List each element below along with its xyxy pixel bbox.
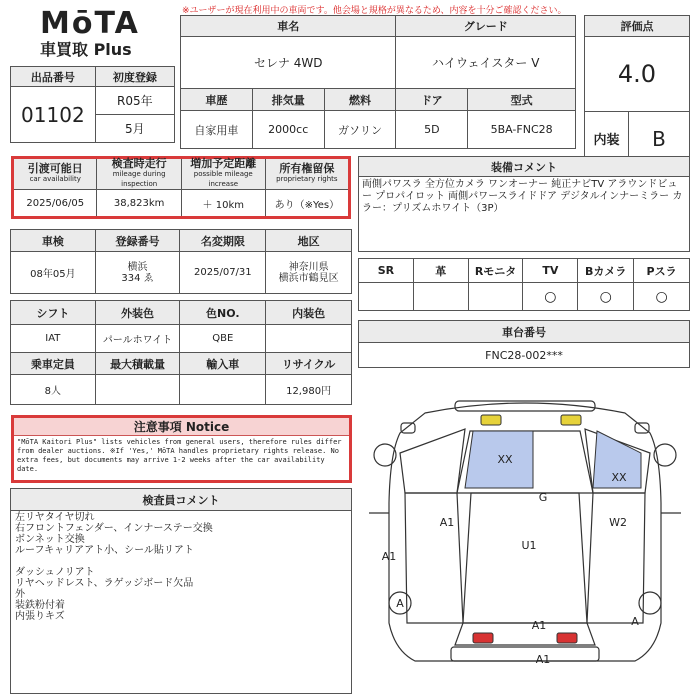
exterior-color-header: 外装色 [95,301,180,325]
import-header: 輸入車 [180,353,266,375]
misc-table [10,300,352,405]
top-notice: ※ユーザーが現在利用中の車両です。他会場と規格が異なるため、内容を十分ご確認ください。 [182,6,567,16]
label-left-front-door: A1 [439,516,455,529]
listing-number-header: 出品番号 [11,67,96,87]
district-header: 地区 [266,230,352,252]
inspection-date: 08年05月 [11,252,96,294]
lamp-rear-right [557,633,577,643]
spec-header-history: 車歴 [181,89,253,111]
spec-fuel: ガソリン [324,111,396,149]
capacity: 8人 [11,375,96,405]
car-name-header: 車名 [181,16,396,37]
feature-leather: 革 [413,259,468,283]
chassis-title: 車台番号 [359,321,689,343]
specs-table [180,88,576,149]
inspector-line: ダッシュノリアト [15,567,95,578]
equipment-box [358,156,690,252]
inspector-line: 外 [15,589,25,600]
left-side-panel [405,493,463,623]
spec-doors: 5D [396,111,468,149]
proprietary-rights: あり（※Yes） [265,190,349,218]
availability-header-date: 引渡可能日 car availability [13,158,97,190]
listing-number: 01102 [11,87,96,143]
spec-header-doors: ドア [396,89,468,111]
plate-number: 横浜 334 ゑ [95,252,180,294]
recycle-fee: 12,980円 [266,375,352,405]
availability-table [11,156,351,219]
label-tire-left: A [396,597,404,610]
max-load-header: 最大積載量 [95,353,180,375]
feature-rmonitor: Rモニタ [468,259,523,283]
capacity-header: 乗車定員 [11,353,96,375]
label-tire-right: A [631,615,639,628]
name-change-deadline: 2025/07/31 [180,252,266,294]
inspector-lines [11,511,351,623]
listing-table [10,66,175,143]
lamp-front-left [481,415,501,425]
spec-model: 5BA-FNC28 [468,111,576,149]
registration-year: R05年 [95,87,174,115]
inspector-line: リヤヘッドレスト、ラゲッジボード欠品 [15,578,194,589]
chassis-box [358,320,690,368]
shift: IAT [11,325,96,353]
spec-displacement: 2000cc [252,111,324,149]
inspection-header: 車検 [11,230,96,252]
color-no-header: 色NO. [180,301,266,325]
registration-table [10,229,352,294]
equipment-text: 両側パワスラ 全方位カメラ ワンオーナー 純正ナビTV アラウンドビュー プロパイロット 両側パワースライドドア デジタルインナーミラー カラー：プリズムホワイト（3P） [362,179,683,214]
rear-bumper [451,647,599,661]
logo-subtitle: 車買取 Plus [40,40,132,59]
caution-text: "MōTA Kaitori Plus" lists vehicles from general users, therefore rules differ from dealer auctions. ※If 'Yes,' MōTA handles proprietary rights release. No extra fees, but documents may arrive 1-2 weeks after the car availability date. [17,438,342,473]
inspector-line: 内張りキズ [15,611,65,622]
feature-tv-value: ○ [523,283,578,311]
label-rear-bumper: A1 [535,653,551,666]
import [180,375,266,405]
grade: ハイウェイスター V [396,37,576,89]
roof-outline [463,493,587,623]
car-name: セレナ 4WD [181,37,396,89]
interior-header: 内装 [585,112,629,165]
name-change-header: 名変期限 [180,230,266,252]
label-roof-right: XX [611,471,627,484]
score-header: 評価点 [585,16,690,37]
feature-tv: TV [523,259,578,283]
inspector-line [15,556,347,567]
feature-rmonitor-value [468,283,523,311]
score-value: 4.0 [585,37,690,112]
vehicle-table [180,15,576,89]
shift-header: シフト [11,301,96,325]
lamp-rear-left [473,633,493,643]
logo-mota: MōTA [40,6,140,41]
inspector-line: ルーフキャリアアト小、シール貼リアト [15,545,194,556]
wheel-rear-right [639,592,661,614]
equipment-title: 装備コメント [359,157,689,177]
feature-pslide-value: ○ [634,283,690,311]
interior-color-header: 内装色 [266,301,352,325]
spec-header-displacement: 排気量 [252,89,324,111]
color-no: QBE [180,325,266,353]
availability-date: 2025/06/05 [13,190,97,218]
recycle-header: リサイクル [266,353,352,375]
label-left-side: A1 [381,550,397,563]
availability-header-mileage: 検査時走行 mileage during inspection [97,158,181,190]
interior-grade: B [652,126,666,151]
district: 神奈川県 横浜市鶴見区 [266,252,352,294]
inspection-mileage: 38,823km [97,190,181,218]
inspector-line: ボンネット交換 [15,534,85,545]
inspector-line: 右フロントフェンダー、インナーステー交換 [15,523,213,534]
mileage-increase: ＋ 10km [181,190,265,218]
feature-bcamera-value: ○ [578,283,634,311]
caution-box [11,415,352,483]
score-table [584,15,690,166]
spec-header-model: 型式 [468,89,576,111]
label-roof-left: XX [497,453,513,466]
car-damage-diagram [365,393,685,693]
feature-leather-value [413,283,468,311]
inspector-box [10,488,352,694]
inspector-title: 検査員コメント [11,489,351,511]
availability-header-rights: 所有権留保 proprietary rights [265,158,349,190]
inspector-line: 左リヤタイヤ切れ [15,512,95,523]
availability-header-increase: 増加予定距離 possible mileage increase [181,158,265,190]
feature-sr: SR [359,259,414,283]
chassis-number: FNC28-002*** [485,348,563,362]
right-side-panel [587,493,645,623]
lamp-front-right [561,415,581,425]
registration-month: 5月 [95,115,174,143]
feature-bcamera: Bカメラ [578,259,634,283]
inspector-line: 装鉄粉付着 [15,600,65,611]
label-hood: G [538,491,548,504]
max-load [95,375,180,405]
label-rear-lower: A1 [531,619,547,632]
label-roof-center: U1 [521,539,537,552]
grade-header: グレード [396,16,576,37]
logo [40,8,160,60]
features-table [358,258,690,311]
left-front-panel [400,429,465,493]
caution-title: 注意事項 Notice [14,418,349,436]
spec-header-fuel: 燃料 [324,89,396,111]
spec-history: 自家用車 [181,111,253,149]
feature-pslide: Pスラ [634,259,690,283]
exterior-color: パールホワイト [95,325,180,353]
plate-header: 登録番号 [95,230,180,252]
feature-sr-value [359,283,414,311]
label-right-front-door: W2 [609,516,627,529]
interior-color [266,325,352,353]
first-registration-header: 初度登録 [95,67,174,87]
